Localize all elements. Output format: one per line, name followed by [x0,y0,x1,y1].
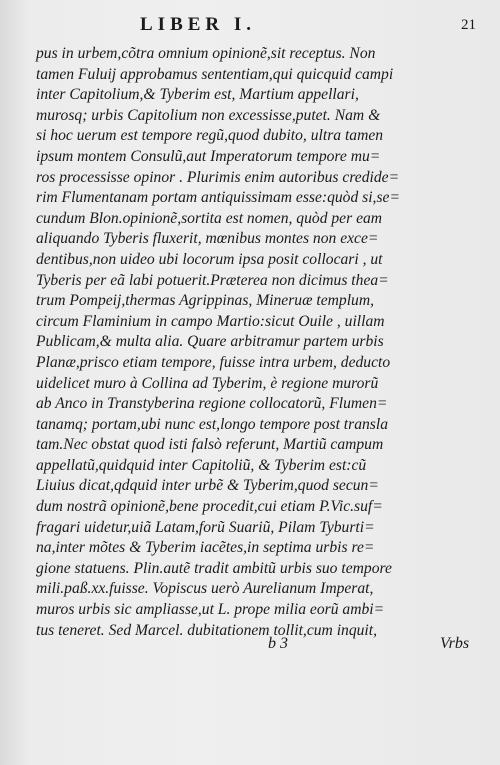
catchword: Vrbs [440,635,470,652]
text-line: uidelicet muro à Collina ad Tyberim, è regione murorũ [36,374,379,392]
text-line: ros processisse opinor . Plurimis enim autoribus credide= [36,168,400,186]
text-line: Publicam,& multa alia. Quare arbitramur partem urbis [36,333,384,351]
text-line: dum nostrã opinionẽ,bene procedit,cui etiam P.Vic.suf= [36,498,383,516]
text-line: tam.Nec obstat quod isti falsò referunt, Martiũ campum [36,436,384,454]
text-line: gione statuens. Plin.autẽ tradit ambitũ urbis suo tempore [36,559,392,577]
text-line: ab Anco in Transtyberina regione collocatorũ, Flumen= [36,395,388,413]
text-line: tus teneret. Sed Marcel. dubitationem tollit,cum inquit, [36,621,377,639]
text-line: muros urbis sic ampliasse,ut L. prope milia eorũ ambi= [36,601,385,619]
page-header [0,12,500,38]
page-footer [0,635,500,659]
text-line: ipsum montem Consulũ,aut Imperatorum tempore mu= [36,147,381,165]
body-text [36,44,492,641]
text-line: pus in urbem,cõtra omnium opinionẽ,sit receptus. Non [36,45,376,62]
text-line: circum Flaminium in campo Martio:sicut Ouile , uillam [36,312,385,330]
text-line: trum Pompeij,thermas Agrippinas, Mineruæ templum, [36,292,374,310]
text-line: dentibus,non uideo ubi locorum ipsa posit collocari , ut [36,250,383,268]
text-line: murosq; urbis Capitolium non excessisse,putet. Nam & [36,106,381,124]
text-line: mili.paß.xx.fuisse. Vopiscus uerò Aurelianum Imperat, [36,580,374,598]
text-line: appellatũ,quidquid inter Capitoliũ, & Tyberim est:cũ [36,456,367,474]
text-line: aliquando Tyberis fluxerit, mœnibus montes non exce= [36,230,379,248]
text-line: rim Flumentanam portam antiquissimam esse:quòd si,se= [36,189,400,207]
text-line: cundum Blon.opinionẽ,sortita est nomen, quòd per eam [36,209,383,227]
signature-mark: b 3 [268,635,288,652]
page-number: 21 [461,17,476,33]
text-line: tamen Fuluij approbamus sententiam,qui quicquid campi [36,65,394,83]
text-line: Liuius dicat,qdquid inter urbẽ & Tyberim,quod secun= [36,477,379,495]
text-line: inter Capitolium,& Tyberim est, Martium appellari, [36,86,359,104]
text-line: na,inter mõtes & Tyberim iacẽtes,in septima urbis re= [36,539,375,557]
running-title: LIBER I. [140,14,257,35]
text-line: fragari uidetur,uiã Latam,forũ Suariũ, Pilam Tyburti= [36,518,375,536]
text-line: si hoc uerum est tempore regũ,quod dubito, ultra tamen [36,127,384,145]
text-line: tanamq; portam,ubi nunc est,longo tempore post transla [36,415,389,433]
text-line: Planæ,prisco etiam tempore, fuisse intra urbem, deducto [36,353,391,371]
text-line: Tyberis per eã labi potuerit.Præterea non dicimus thea= [36,271,389,289]
